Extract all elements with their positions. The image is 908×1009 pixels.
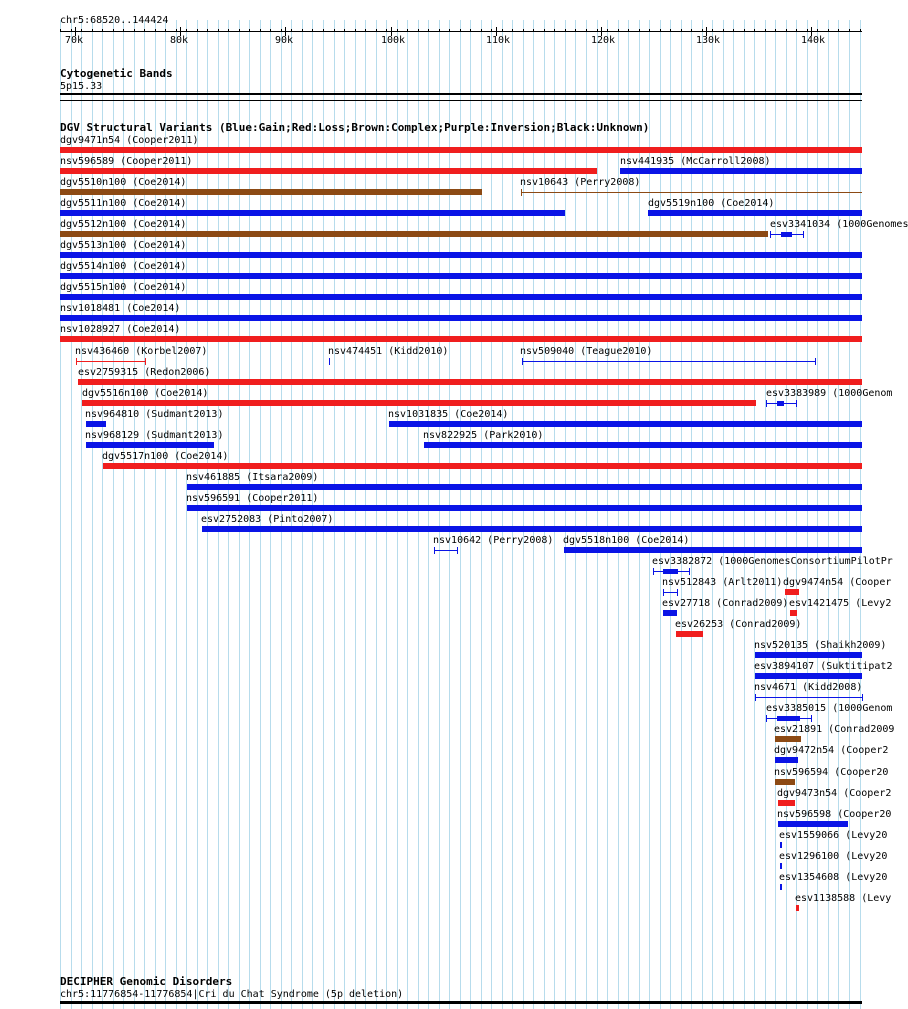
ruler-minor-tick (323, 29, 324, 32)
ruler-minor-tick (71, 29, 72, 32)
variant-bar[interactable] (60, 147, 862, 153)
variant-label[interactable]: dgv9473n54 (Cooper2 (777, 788, 892, 799)
variant-bar[interactable] (86, 421, 106, 427)
variant-bar[interactable] (78, 379, 862, 385)
grid-line (607, 20, 608, 1009)
ruler-minor-tick (155, 29, 156, 32)
ruler-minor-tick (207, 29, 208, 32)
ruler-minor-tick (744, 29, 745, 32)
variant-label[interactable]: nsv436460 (Korbel2007) (75, 346, 208, 357)
variant-line[interactable] (521, 192, 862, 193)
variant-label[interactable]: esv2759315 (Redon2006) (78, 367, 211, 378)
ruler-minor-tick (365, 29, 366, 32)
variant-cap (653, 568, 654, 575)
variant-label[interactable]: nsv520135 (Shaikh2009) (754, 640, 887, 651)
ruler-minor-tick (807, 29, 808, 32)
variant-cap (521, 189, 522, 196)
ruler-minor-tick (418, 29, 419, 32)
variant-label[interactable]: esv2752083 (Pinto2007) (201, 514, 334, 525)
variant-cap (522, 358, 523, 365)
ruler-minor-tick (134, 29, 135, 32)
variant-cap (803, 231, 804, 238)
ruler-minor-tick (523, 29, 524, 32)
ruler-minor-tick (670, 29, 671, 32)
ruler-minor-tick (92, 29, 93, 32)
variant-line[interactable] (755, 697, 862, 698)
variant-label[interactable]: nsv596591 (Cooper2011) (186, 493, 319, 504)
variant-bar[interactable] (780, 842, 782, 848)
variant-cap (677, 589, 678, 596)
ruler-minor-tick (344, 29, 345, 32)
variant-label[interactable]: nsv968129 (Sudmant2013) (85, 430, 224, 441)
variant-line[interactable] (522, 361, 815, 362)
variant-label[interactable]: esv3894107 (Suktitipat2 (754, 661, 893, 672)
variant-label[interactable]: nsv509040 (Teague2010) (520, 346, 653, 357)
variant-label[interactable]: dgv9471n54 (Cooper2011) (60, 135, 199, 146)
variant-cap (755, 694, 756, 701)
variant-label[interactable]: nsv1018481 (Coe2014) (60, 303, 181, 314)
variant-label[interactable]: nsv461885 (Itsara2009) (186, 472, 319, 483)
ruler-minor-tick (376, 29, 377, 32)
variant-bar[interactable] (785, 589, 799, 595)
variant-label[interactable]: nsv964810 (Sudmant2013) (85, 409, 224, 420)
variant-label[interactable]: dgv5514n100 (Coe2014) (60, 261, 187, 272)
dgv-track-title: DGV Structural Variants (Blue:Gain;Red:Loss;Brown:Complex;Purple:Inversion;Black:Unknown) (60, 121, 650, 134)
variant-label[interactable]: dgv9474n54 (Cooper (783, 577, 892, 588)
position-label: chr5:68520..144424 (60, 15, 169, 26)
cytoband-bar[interactable] (60, 93, 862, 95)
ruler-minor-tick (639, 29, 640, 32)
ruler-minor-tick (533, 29, 534, 32)
ruler-minor-tick (754, 29, 755, 32)
variant-bar[interactable] (424, 442, 862, 448)
ruler-minor-tick (723, 29, 724, 32)
variant-bar[interactable] (187, 505, 862, 511)
ruler-tick-label: 70k (65, 35, 84, 46)
variant-cap (766, 400, 767, 407)
track-divider (60, 100, 862, 101)
ruler-minor-tick (334, 29, 335, 32)
variant-bar[interactable] (82, 400, 756, 406)
ruler-minor-tick (712, 29, 713, 32)
variant-bar[interactable] (60, 210, 565, 216)
variant-label[interactable]: nsv474451 (Kidd2010) (328, 346, 449, 357)
variant-cap (76, 358, 77, 365)
ruler-minor-tick (460, 29, 461, 32)
ruler-minor-tick (817, 29, 818, 32)
ruler-minor-tick (260, 29, 261, 32)
variant-bar[interactable] (60, 294, 862, 300)
ruler-minor-tick (270, 29, 271, 32)
variant-cap (689, 568, 690, 575)
variant-bar[interactable] (790, 610, 797, 616)
ruler-minor-tick (218, 29, 219, 32)
variant-cap (145, 358, 146, 365)
ruler-minor-tick (249, 29, 250, 32)
ruler-tick-label: 140k (801, 35, 826, 46)
ruler-minor-tick (186, 29, 187, 32)
ruler-minor-tick (312, 29, 313, 32)
variant-bar[interactable] (755, 652, 862, 658)
ruler-minor-tick (397, 29, 398, 32)
cytoband-label[interactable]: 5p15.33 (60, 81, 103, 92)
ruler-minor-tick (565, 29, 566, 32)
variant-bar[interactable] (389, 421, 862, 427)
ruler-minor-tick (681, 29, 682, 32)
decipher-entry-label[interactable]: chr5:11776854-11776854|Cri du Chat Syndrome (5p deletion) (60, 989, 404, 1000)
variant-cap (457, 547, 458, 554)
ruler-tick-label: 120k (591, 35, 616, 46)
variant-label[interactable]: nsv596589 (Cooper2011) (60, 156, 193, 167)
variant-label[interactable]: esv1296100 (Levy20 (779, 851, 888, 862)
variant-bar[interactable] (564, 547, 862, 553)
variant-core-bar[interactable] (777, 716, 800, 721)
ruler-minor-tick (165, 29, 166, 32)
variant-label[interactable]: esv21891 (Conrad2009 (774, 724, 895, 735)
variant-label[interactable]: dgv5519n100 (Coe2014) (648, 198, 775, 209)
variant-label[interactable]: nsv596598 (Cooper20 (777, 809, 892, 820)
variant-bar[interactable] (187, 484, 862, 490)
ruler-minor-tick (512, 29, 513, 32)
variant-cap (663, 589, 664, 596)
variant-label[interactable]: esv1354608 (Levy20 (779, 872, 888, 883)
variant-bar[interactable] (775, 736, 801, 742)
variant-label[interactable]: esv26253 (Conrad2009) (675, 619, 802, 630)
cytobands-title: Cytogenetic Bands (60, 67, 173, 80)
variant-cap (862, 694, 863, 701)
ruler-minor-tick (60, 29, 61, 32)
grid-line (618, 20, 619, 1009)
ruler-minor-tick (449, 29, 450, 32)
ruler-minor-tick (828, 29, 829, 32)
ruler-minor-tick (228, 29, 229, 32)
variant-bar[interactable] (648, 210, 862, 216)
variant-bar[interactable] (780, 863, 782, 869)
decipher-track-title: DECIPHER Genomic Disorders (60, 975, 233, 988)
variant-core-bar[interactable] (663, 569, 678, 574)
variant-core-bar[interactable] (781, 232, 792, 237)
ruler-minor-tick (628, 29, 629, 32)
variant-label[interactable]: esv1421475 (Levy2 (789, 598, 892, 609)
ruler-minor-tick (575, 29, 576, 32)
ruler-tick-label: 130k (696, 35, 721, 46)
ruler-minor-tick (123, 29, 124, 32)
variant-bar[interactable] (60, 273, 862, 279)
variant-label[interactable]: esv27718 (Conrad2009) (662, 598, 789, 609)
ruler-minor-tick (765, 29, 766, 32)
variant-bar[interactable] (60, 336, 862, 342)
ruler-minor-tick (544, 29, 545, 32)
variant-label[interactable]: nsv10643 (Perry2008) (520, 177, 641, 188)
ruler-minor-tick (239, 29, 240, 32)
ruler-tick-label: 80k (170, 35, 189, 46)
variant-bar[interactable] (778, 821, 848, 827)
variant-label[interactable]: esv3341034 (1000Genomes (770, 219, 908, 230)
ruler-minor-tick (439, 29, 440, 32)
ruler-minor-tick (586, 29, 587, 32)
variant-bar[interactable] (676, 631, 703, 637)
ruler-minor-tick (849, 29, 850, 32)
grid-line (597, 20, 598, 1009)
ruler-minor-tick (81, 29, 82, 32)
variant-bar[interactable] (775, 779, 795, 785)
variant-cap (766, 715, 767, 722)
variant-label[interactable]: dgv9472n54 (Cooper2 (774, 745, 889, 756)
variant-label[interactable]: nsv4671 (Kidd2008) (754, 682, 863, 693)
ruler-minor-tick (607, 29, 608, 32)
ruler-minor-tick (860, 29, 861, 32)
ruler-minor-tick (113, 29, 114, 32)
variant-cap (815, 358, 816, 365)
variant-bar[interactable] (60, 231, 768, 237)
variant-label[interactable]: nsv441935 (McCarroll2008) (620, 156, 771, 167)
ruler-minor-tick (176, 29, 177, 32)
variant-label[interactable]: dgv5513n100 (Coe2014) (60, 240, 187, 251)
variant-line[interactable] (663, 592, 677, 593)
ruler-minor-tick (786, 29, 787, 32)
variant-label[interactable]: dgv5515n100 (Coe2014) (60, 282, 187, 293)
variant-bar[interactable] (202, 526, 862, 532)
ruler-minor-tick (733, 29, 734, 32)
variant-bar[interactable] (60, 189, 482, 195)
ruler-tick-label: 100k (381, 35, 406, 46)
variant-label[interactable]: nsv10642 (Perry2008) (433, 535, 554, 546)
variant-cap (770, 231, 771, 238)
variant-label[interactable]: dgv5510n100 (Coe2014) (60, 177, 187, 188)
decipher-entry-bar[interactable] (60, 1001, 862, 1004)
ruler-minor-tick (775, 29, 776, 32)
ruler-tick-label: 90k (275, 35, 294, 46)
ruler-tick-label: 110k (486, 35, 511, 46)
variant-bar[interactable] (60, 252, 862, 258)
ruler-minor-tick (597, 29, 598, 32)
variant-bar[interactable] (60, 315, 862, 321)
ruler-minor-tick (481, 29, 482, 32)
variant-bar[interactable] (60, 168, 597, 174)
ruler-minor-tick (649, 29, 650, 32)
ruler-minor-tick (281, 29, 282, 32)
variant-bar[interactable] (620, 168, 862, 174)
variant-label[interactable]: esv3382872 (1000GenomesConsortiumPilotPr (652, 556, 893, 567)
variant-line[interactable] (434, 550, 457, 551)
variant-label[interactable]: nsv512843 (Arlt2011) (662, 577, 783, 588)
variant-label[interactable]: esv1559066 (Levy20 (779, 830, 888, 841)
variant-label[interactable]: esv1138588 (Levy (795, 893, 892, 904)
variant-label[interactable]: nsv822925 (Park2010) (423, 430, 544, 441)
ruler-minor-tick (554, 29, 555, 32)
variant-label[interactable]: esv3385015 (1000Genom (766, 703, 893, 714)
variant-bar[interactable] (755, 673, 862, 679)
variant-bar[interactable] (86, 442, 214, 448)
variant-cap (796, 400, 797, 407)
ruler-minor-tick (102, 29, 103, 32)
variant-cap (811, 715, 812, 722)
variant-label[interactable]: nsv1028927 (Coe2014) (60, 324, 181, 335)
ruler-minor-tick (502, 29, 503, 32)
ruler-minor-tick (838, 29, 839, 32)
ruler-minor-tick (291, 29, 292, 32)
variant-label[interactable]: nsv596594 (Cooper20 (774, 767, 889, 778)
ruler-minor-tick (407, 29, 408, 32)
variant-bar[interactable] (775, 757, 798, 763)
variant-bar[interactable] (780, 884, 782, 890)
ruler-minor-tick (428, 29, 429, 32)
variant-label[interactable]: dgv5518n100 (Coe2014) (563, 535, 690, 546)
variant-bar[interactable] (778, 800, 795, 806)
ruler-minor-tick (355, 29, 356, 32)
variant-label[interactable]: dgv5516n100 (Coe2014) (82, 388, 209, 399)
variant-cap (434, 547, 435, 554)
ruler-minor-tick (197, 29, 198, 32)
ruler-minor-tick (491, 29, 492, 32)
variant-label[interactable]: nsv1031835 (Coe2014) (388, 409, 509, 420)
variant-label[interactable]: dgv5517n100 (Coe2014) (102, 451, 229, 462)
variant-core-bar[interactable] (777, 401, 784, 406)
variant-bar[interactable] (796, 905, 799, 911)
variant-label[interactable]: dgv5512n100 (Coe2014) (60, 219, 187, 230)
variant-bar[interactable] (663, 610, 677, 616)
variant-bar[interactable] (103, 463, 862, 469)
ruler-minor-tick (796, 29, 797, 32)
variant-line[interactable] (76, 361, 145, 362)
ruler-minor-tick (386, 29, 387, 32)
ruler-minor-tick (302, 29, 303, 32)
ruler-minor-tick (702, 29, 703, 32)
ruler-minor-tick (691, 29, 692, 32)
variant-cap (329, 358, 330, 365)
ruler-minor-tick (144, 29, 145, 32)
ruler-minor-tick (660, 29, 661, 32)
variant-label[interactable]: dgv5511n100 (Coe2014) (60, 198, 187, 209)
ruler-minor-tick (618, 29, 619, 32)
ruler-minor-tick (470, 29, 471, 32)
variant-label[interactable]: esv3383989 (1000Genom (766, 388, 893, 399)
